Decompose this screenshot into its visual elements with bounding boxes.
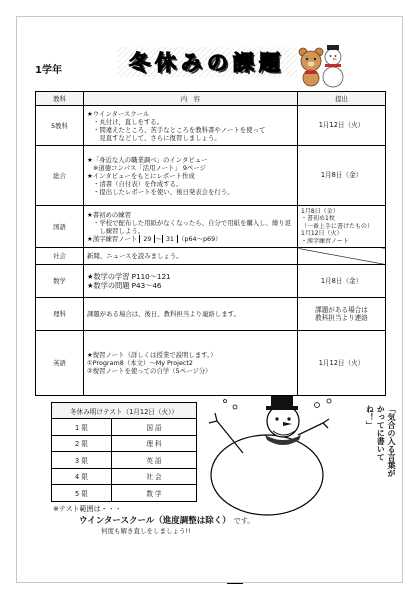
content-cell: ★「身近な人の職業調べ」のインタビュー ※道徳コンパス「活用ノート」 9ページ ★インタビューをもとにレポート作成 ・清書（自付表）を作成する。 ・提出したレポートを使い、後日発表会を行う。 — [84, 146, 298, 206]
test-range-detail: ウインタースクール（進度調整は除く） です。 — [79, 516, 255, 526]
subject-cell: 社会 — [36, 248, 84, 265]
review-note: 何度も解き直しをしましょう!! — [101, 527, 191, 535]
kanji-notebook-line: ★漢字練習ノート 29 ～ 31 （p64～p69） — [87, 234, 222, 243]
bear-icon — [299, 48, 323, 86]
test-row: 3 限 英 語 — [52, 452, 197, 469]
page-marker — [227, 583, 243, 584]
bear-and-snowman-illustration — [295, 41, 345, 89]
due-cell: 1月12日（火） — [298, 331, 386, 396]
test-row: 4 限 社 会 — [52, 468, 197, 485]
header-due: 提出 — [298, 92, 386, 106]
table-row — [36, 331, 386, 396]
subject-cell: 5教科 — [36, 106, 84, 146]
table-row — [36, 298, 386, 331]
due-cell: 1月8日（金） — [298, 146, 386, 206]
subject-cell: 英語 — [36, 331, 84, 396]
table-row — [36, 206, 386, 248]
due-cell: 1月8日（金） ・書初め1枚 （一番上手に書けたもの） 1月12日（火） ・漢字練習ノート — [298, 206, 386, 248]
content-cell: ★数学の学習 P110～121 ★数学の問題 P43～46 — [84, 265, 298, 298]
test-title: 冬休み明けテスト（1月12日（火）） — [52, 403, 197, 419]
table-row — [36, 265, 386, 298]
test-row: 2 限 理 科 — [52, 435, 197, 452]
table-header-row — [36, 92, 386, 106]
assignment-table — [35, 91, 386, 396]
snowman-small-icon — [323, 45, 343, 87]
page-title: 冬休みの課題 — [117, 47, 297, 77]
subject-cell: 国語 — [36, 206, 84, 248]
subject-cell: 総合 — [36, 146, 84, 206]
test-title-row — [52, 403, 197, 419]
test-range-note: ※テスト範囲は・・・ — [53, 505, 122, 513]
content-cell: ★ウインタースクール ・丸付け、直しをする。 ・間違えたところ、苦手なところを教科書やノートを使って 見直すなどして、さらに復習しましょう。 — [84, 106, 298, 146]
grade-label: 1学年 — [35, 65, 62, 76]
due-cell: 課題がある場合は 教科担当より連絡 — [298, 298, 386, 331]
due-cell: 1月8日（金） — [298, 265, 386, 298]
content-cell: 新聞、ニュースを読みましょう。 — [84, 248, 298, 265]
content-cell: ★書初めの練習 ・学校で配布した用紙がなくなったら、自分で用紙を購入し、繰り返 し練習しよう。 ★漢字練習ノート 29 ～ 31 （p64～p69） — [84, 206, 298, 248]
table-row — [36, 248, 386, 265]
content-cell: ★復習ノート（詳しくは授業で説明します。） ①Program8（本文）～My Project2 ②復習ノートを使っての自学（5ページ分） — [84, 331, 298, 396]
due-cell: 1月12日（火） — [298, 106, 386, 146]
subject-cell: 理科 — [36, 298, 84, 331]
speech-text: 「気合の入る言葉がかってに書いてね！」 — [365, 405, 396, 477]
header-content: 内 容 — [84, 92, 298, 106]
test-schedule-table — [51, 402, 197, 502]
test-row: 1 限 国 語 — [52, 419, 197, 436]
header-subject: 教科 — [36, 92, 84, 106]
snowman-illustration — [205, 393, 355, 521]
table-row — [36, 106, 386, 146]
assignment-sheet — [16, 16, 403, 583]
subject-cell: 数学 — [36, 265, 84, 298]
table-row — [36, 146, 386, 206]
test-row: 5 限 数 学 — [52, 485, 197, 502]
content-cell: 課題がある場合は、後日、教科担当より連絡します。 — [84, 298, 298, 331]
due-cell-empty — [298, 248, 386, 265]
